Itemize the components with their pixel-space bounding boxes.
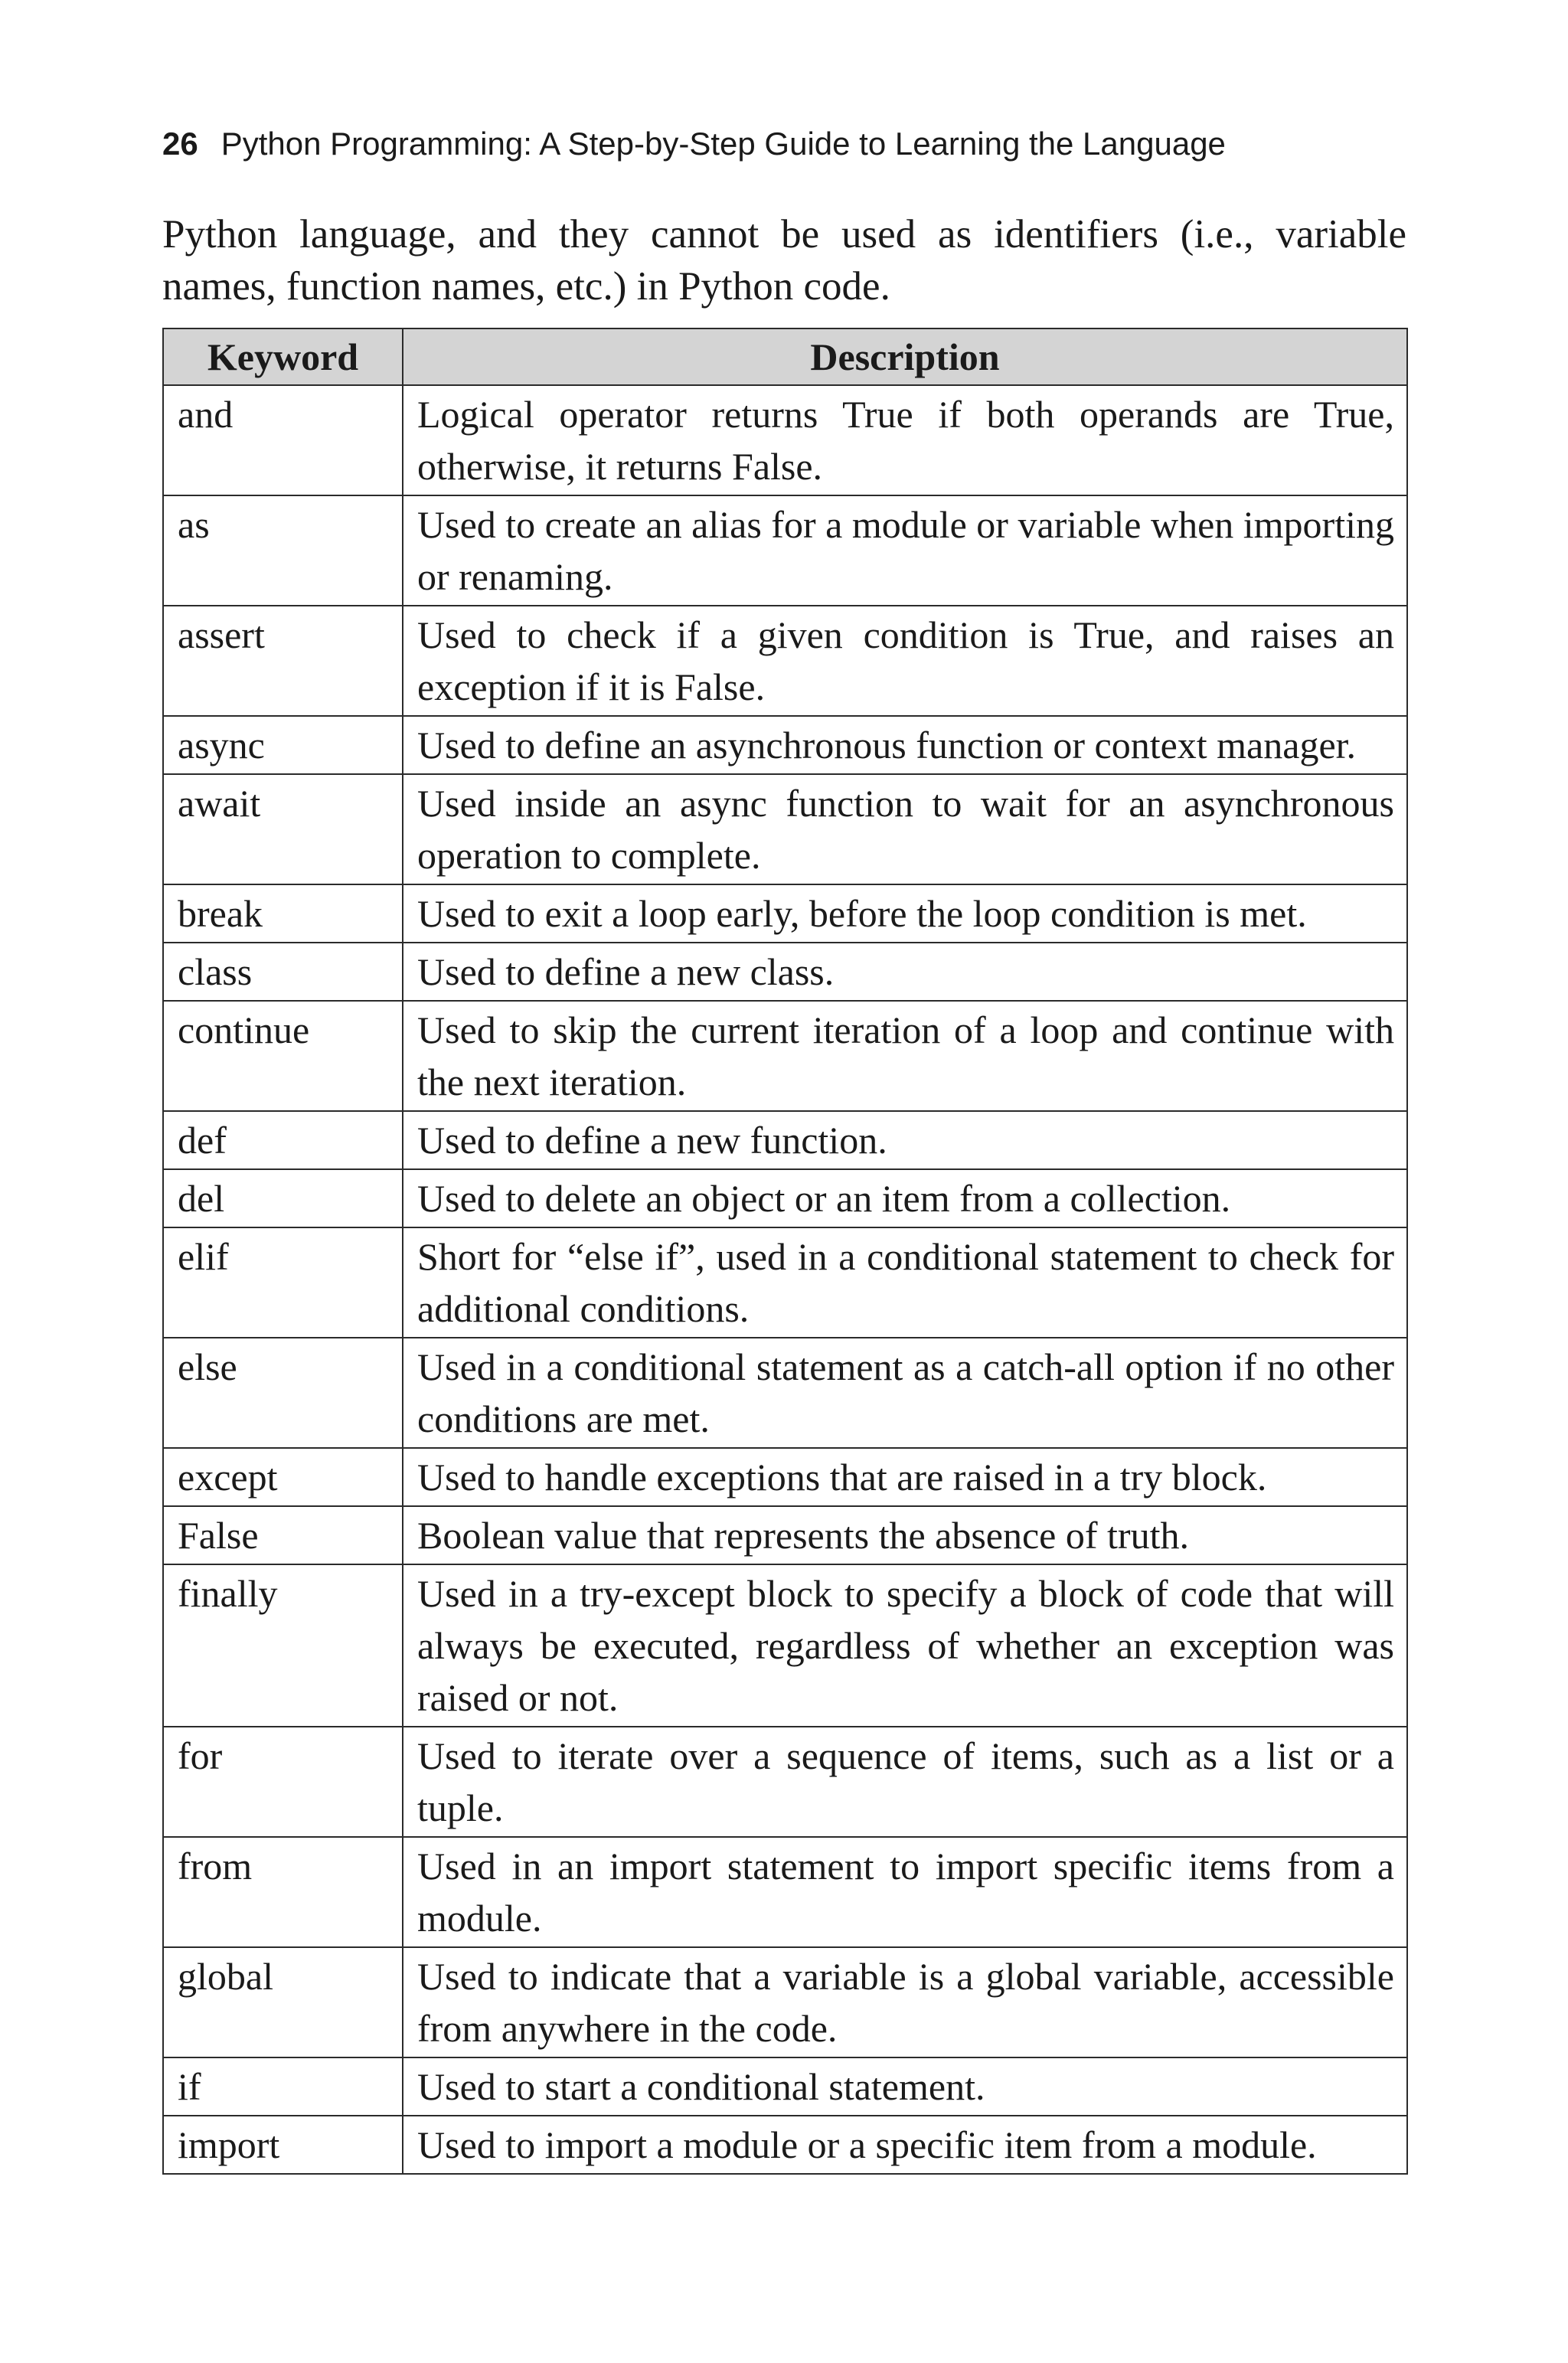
description-cell: Used to exit a loop early, before the loop condition is met.: [403, 884, 1407, 943]
description-cell: Used to define a new class.: [403, 943, 1407, 1001]
table-row: [163, 1169, 1407, 1227]
keyword-cell: import: [163, 2116, 403, 2174]
keyword-cell: if: [163, 2057, 403, 2116]
table-row: [163, 1338, 1407, 1448]
table-row: [163, 943, 1407, 1001]
table-row: [163, 2057, 1407, 2116]
table-row: [163, 1727, 1407, 1837]
description-cell: Used to define a new function.: [403, 1111, 1407, 1169]
table-row: [163, 1506, 1407, 1564]
page-number: 26: [162, 126, 198, 162]
keywords-table: [162, 328, 1408, 2175]
table-row: [163, 1001, 1407, 1111]
table-row: [163, 1564, 1407, 1727]
table-row: [163, 606, 1407, 716]
keyword-cell: break: [163, 884, 403, 943]
table-row: [163, 1448, 1407, 1506]
keyword-cell: class: [163, 943, 403, 1001]
description-cell: Used to check if a given condition is True, and raises an exception if it is False.: [403, 606, 1407, 716]
keyword-cell: False: [163, 1506, 403, 1564]
description-cell: Logical operator returns True if both operands are True, otherwise, it returns False.: [403, 385, 1407, 495]
description-cell: Used to delete an object or an item from a collection.: [403, 1169, 1407, 1227]
description-cell: Used in a try-except block to specify a block of code that will always be executed, regardless of whether an exception was raised or not.: [403, 1564, 1407, 1727]
description-cell: Used to import a module or a specific item from a module.: [403, 2116, 1407, 2174]
description-cell: Used to start a conditional statement.: [403, 2057, 1407, 2116]
table-row: [163, 1111, 1407, 1169]
description-cell: Used to iterate over a sequence of items, such as a list or a tuple.: [403, 1727, 1407, 1837]
table-row: [163, 1837, 1407, 1947]
description-cell: Used to handle exceptions that are raised in a try block.: [403, 1448, 1407, 1506]
table-row: [163, 2116, 1407, 2174]
keyword-cell: for: [163, 1727, 403, 1837]
running-header: [162, 123, 1226, 165]
keyword-cell: from: [163, 1837, 403, 1947]
keyword-cell: and: [163, 385, 403, 495]
description-cell: Used inside an async function to wait for an asynchronous operation to complete.: [403, 774, 1407, 884]
keyword-cell: except: [163, 1448, 403, 1506]
keyword-cell: as: [163, 495, 403, 606]
table-row: [163, 1227, 1407, 1338]
keyword-cell: finally: [163, 1564, 403, 1727]
intro-paragraph: Python language, and they cannot be used as identifiers (i.e., variable names, function names, etc.) in Python code.: [162, 212, 1406, 309]
keyword-cell: await: [163, 774, 403, 884]
keyword-cell: del: [163, 1169, 403, 1227]
keyword-cell: continue: [163, 1001, 403, 1111]
description-cell: Used to define an asynchronous function or context manager.: [403, 716, 1407, 774]
description-cell: Short for “else if”, used in a conditional statement to check for additional conditions.: [403, 1227, 1407, 1338]
description-cell: Used in a conditional statement as a catch-all option if no other conditions are met.: [403, 1338, 1407, 1448]
table-header-row: [163, 328, 1407, 385]
keyword-cell: global: [163, 1947, 403, 2057]
table-row: [163, 716, 1407, 774]
header-description: Description: [403, 328, 1407, 385]
description-cell: Boolean value that represents the absence of truth.: [403, 1506, 1407, 1564]
table-row: [163, 385, 1407, 495]
table-row: [163, 774, 1407, 884]
keyword-cell: def: [163, 1111, 403, 1169]
keyword-cell: assert: [163, 606, 403, 716]
description-cell: Used in an import statement to import specific items from a module.: [403, 1837, 1407, 1947]
table-row: [163, 1947, 1407, 2057]
keyword-cell: elif: [163, 1227, 403, 1338]
description-cell: Used to indicate that a variable is a global variable, accessible from anywhere in the code.: [403, 1947, 1407, 2057]
keyword-cell: async: [163, 716, 403, 774]
description-cell: Used to create an alias for a module or variable when importing or renaming.: [403, 495, 1407, 606]
table-row: [163, 495, 1407, 606]
table-row: [163, 884, 1407, 943]
keyword-cell: else: [163, 1338, 403, 1448]
header-keyword: Keyword: [163, 328, 403, 385]
book-title: Python Programming: A Step-by-Step Guide to Learning the Language: [220, 126, 1226, 162]
description-cell: Used to skip the current iteration of a loop and continue with the next iteration.: [403, 1001, 1407, 1111]
